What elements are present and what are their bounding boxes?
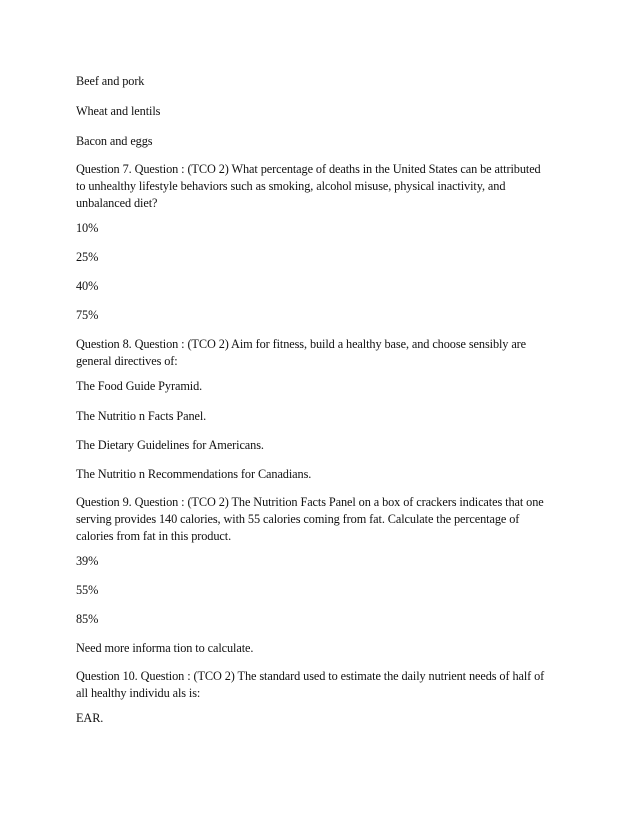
answer-option: The Nutritio n Recommendations for Canadians.: [76, 467, 312, 481]
answer-option: Need more informa tion to calculate.: [76, 641, 254, 655]
answer-option: 55%: [76, 583, 99, 597]
question-text-line: unbalanced diet?: [76, 196, 158, 210]
answer-option: The Nutritio n Facts Panel.: [76, 409, 207, 423]
question-text-line: all healthy individu als is:: [76, 686, 201, 700]
answer-option: 85%: [76, 612, 99, 626]
answer-option: 40%: [76, 279, 99, 293]
question-text-line: Question 10. Question : (TCO 2) The standard used to estimate the daily nutrient needs of half of: [76, 669, 545, 683]
question-7: [76, 161, 576, 212]
question-8: [76, 336, 576, 370]
question-text-line: calories from fat in this product.: [76, 529, 232, 543]
answer-option: 25%: [76, 250, 99, 264]
answer-option: 10%: [76, 221, 99, 235]
question-text-line: general directives of:: [76, 354, 178, 368]
question-9: [76, 494, 576, 545]
answer-option: Bacon and eggs: [76, 134, 153, 148]
answer-option: 39%: [76, 554, 99, 568]
answer-option: 75%: [76, 308, 99, 322]
answer-option: The Food Guide Pyramid.: [76, 379, 203, 393]
question-text-line: Question 9. Question : (TCO 2) The Nutrition Facts Panel on a box of crackers indicates that one: [76, 495, 544, 509]
answer-option: The Dietary Guidelines for Americans.: [76, 438, 264, 452]
question-text-line: Question 8. Question : (TCO 2) Aim for fitness, build a healthy base, and choose sensibly are: [76, 337, 527, 351]
question-text-line: Question 7. Question : (TCO 2) What percentage of deaths in the United States can be attributed: [76, 162, 541, 176]
question-text-line: to unhealthy lifestyle behaviors such as smoking, alcohol misuse, physical inactivity, and: [76, 179, 506, 193]
answer-option: Wheat and lentils: [76, 104, 161, 118]
question-10: [76, 668, 576, 702]
answer-option: Beef and pork: [76, 74, 145, 88]
answer-option: EAR.: [76, 711, 104, 725]
question-text-line: serving provides 140 calories, with 55 calories coming from fat. Calculate the percentage of: [76, 512, 520, 526]
